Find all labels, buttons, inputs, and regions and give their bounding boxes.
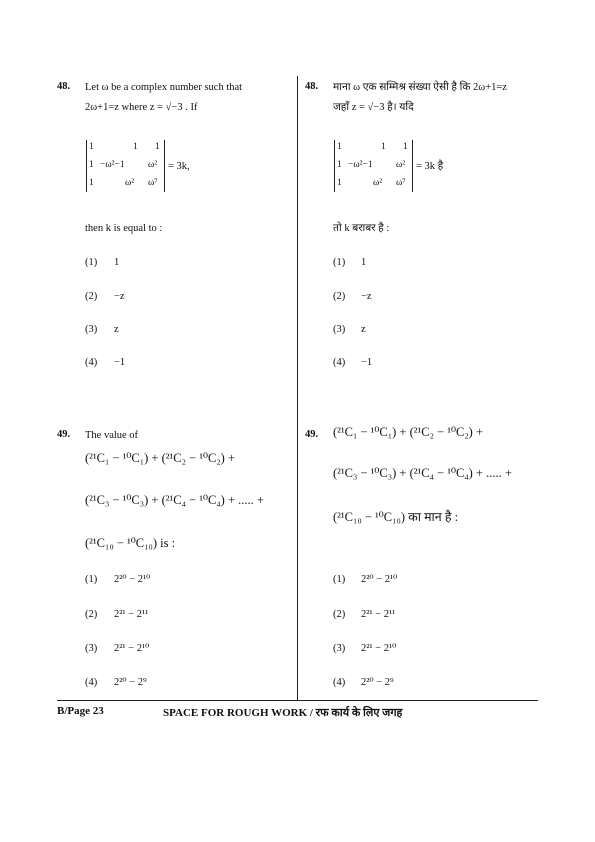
q48-determinant-en: [86, 140, 165, 192]
q49-option3-label-hi: (3): [333, 643, 346, 654]
rough-work-note: SPACE FOR ROUGH WORK / रफ कार्य के लिए जगह: [163, 707, 403, 719]
q48-option4-label-hi: (4): [333, 357, 346, 368]
footer-rule: [57, 700, 538, 701]
q48-option2-label-en: (2): [85, 291, 98, 302]
det-cell: −ω²−1: [100, 160, 125, 170]
q48-option1-label-hi: (1): [333, 257, 346, 268]
q48-number-hi: 48.: [305, 81, 319, 92]
det-cell: 1: [337, 178, 342, 188]
q48-then-hi: तो k बराबर है :: [333, 223, 390, 234]
det-cell: ω⁷: [396, 178, 406, 188]
q48-option3-label-en: (3): [85, 324, 98, 335]
q49-expression-line3-hi: (²¹C₁₀ − ¹⁰C₁₀) का मान है :: [333, 510, 459, 524]
q48-determinant-hi: [334, 140, 413, 192]
q49-option3-label-en: (3): [85, 643, 98, 654]
q48-text-en-line1: Let ω be a complex number such that: [85, 82, 243, 93]
q49-option1-label-hi: (1): [333, 574, 346, 585]
q48-option4-label-en: (4): [85, 357, 98, 368]
q48-text-hi-line2: जहाँ z = √−3 है। यदि: [333, 102, 414, 113]
q48-option3-value-en: z: [114, 324, 119, 335]
q49-option4-value-hi: 2²⁰ − 2⁹: [361, 677, 394, 688]
q48-option1-label-en: (1): [85, 257, 98, 268]
det-cell: 1: [381, 142, 386, 152]
q49-option3-value-hi: 2²¹ − 2¹⁰: [361, 643, 397, 654]
q49-option4-value-en: 2²⁰ − 2⁹: [114, 677, 147, 688]
q49-option2-value-en: 2²¹ − 2¹¹: [114, 609, 149, 620]
q48-text-en-line2: 2ω+1=z where z = √−3 . If: [85, 102, 198, 113]
q49-expression-line2-hi: (²¹C₃ − ¹⁰C₃) + (²¹C₄ − ¹⁰C₄) + ..... +: [333, 466, 512, 480]
det-cell: 1: [89, 178, 94, 188]
q49-number-hi: 49.: [305, 429, 319, 440]
q49-option2-label-en: (2): [85, 609, 98, 620]
q49-expression-line3-en: (²¹C₁₀ − ¹⁰C₁₀) is :: [85, 536, 176, 550]
q48-equation-hi: = 3k है: [416, 161, 444, 172]
q48-option3-label-hi: (3): [333, 324, 346, 335]
q48-option1-value-hi: 1: [361, 257, 367, 268]
q49-option3-value-en: 2²¹ − 2¹⁰: [114, 643, 150, 654]
det-cell: 1: [337, 160, 342, 170]
page-number: B/Page 23: [57, 705, 104, 717]
q49-option1-value-hi: 2²⁰ − 2¹⁰: [361, 574, 398, 585]
det-cell: ω²: [396, 160, 406, 170]
q48-option1-value-en: 1: [114, 257, 120, 268]
q48-option2-value-en: −z: [114, 291, 125, 302]
q48-text-hi-line1: माना ω एक सम्मिश्र संख्या ऐसी है कि 2ω+1=z: [333, 82, 507, 93]
det-cell: 1: [155, 142, 160, 152]
q48-option3-value-hi: z: [361, 324, 366, 335]
column-divider: [297, 76, 298, 700]
det-cell: ω⁷: [148, 178, 158, 188]
q48-equation-en: = 3k,: [168, 161, 190, 172]
q49-option2-value-hi: 2²¹ − 2¹¹: [361, 609, 396, 620]
q48-option2-value-hi: −z: [361, 291, 372, 302]
det-cell: ω²: [373, 178, 383, 188]
q48-then-en: then k is equal to :: [85, 223, 163, 234]
q49-intro-en: The value of: [85, 430, 139, 441]
q48-number-en: 48.: [57, 81, 71, 92]
det-cell: ω²: [148, 160, 158, 170]
q49-option1-label-en: (1): [85, 574, 98, 585]
q49-number-en: 49.: [57, 429, 71, 440]
det-cell: ω²: [125, 178, 135, 188]
q49-option2-label-hi: (2): [333, 609, 346, 620]
q49-option1-value-en: 2²⁰ − 2¹⁰: [114, 574, 151, 585]
q49-expression-line1-hi: (²¹C₁ − ¹⁰C₁) + (²¹C₂ − ¹⁰C₂) +: [333, 425, 484, 439]
det-cell: 1: [337, 142, 342, 152]
q48-option2-label-hi: (2): [333, 291, 346, 302]
det-cell: −ω²−1: [348, 160, 373, 170]
q49-option4-label-hi: (4): [333, 677, 346, 688]
q48-option4-value-hi: −1: [361, 357, 373, 368]
det-cell: 1: [89, 160, 94, 170]
det-cell: 1: [133, 142, 138, 152]
q49-option4-label-en: (4): [85, 677, 98, 688]
det-cell: 1: [89, 142, 94, 152]
q49-expression-line2-en: (²¹C₃ − ¹⁰C₃) + (²¹C₄ − ¹⁰C₄) + ..... +: [85, 493, 264, 507]
det-cell: 1: [403, 142, 408, 152]
q48-option4-value-en: −1: [114, 357, 126, 368]
q49-expression-line1-en: (²¹C₁ − ¹⁰C₁) + (²¹C₂ − ¹⁰C₂) +: [85, 451, 236, 465]
